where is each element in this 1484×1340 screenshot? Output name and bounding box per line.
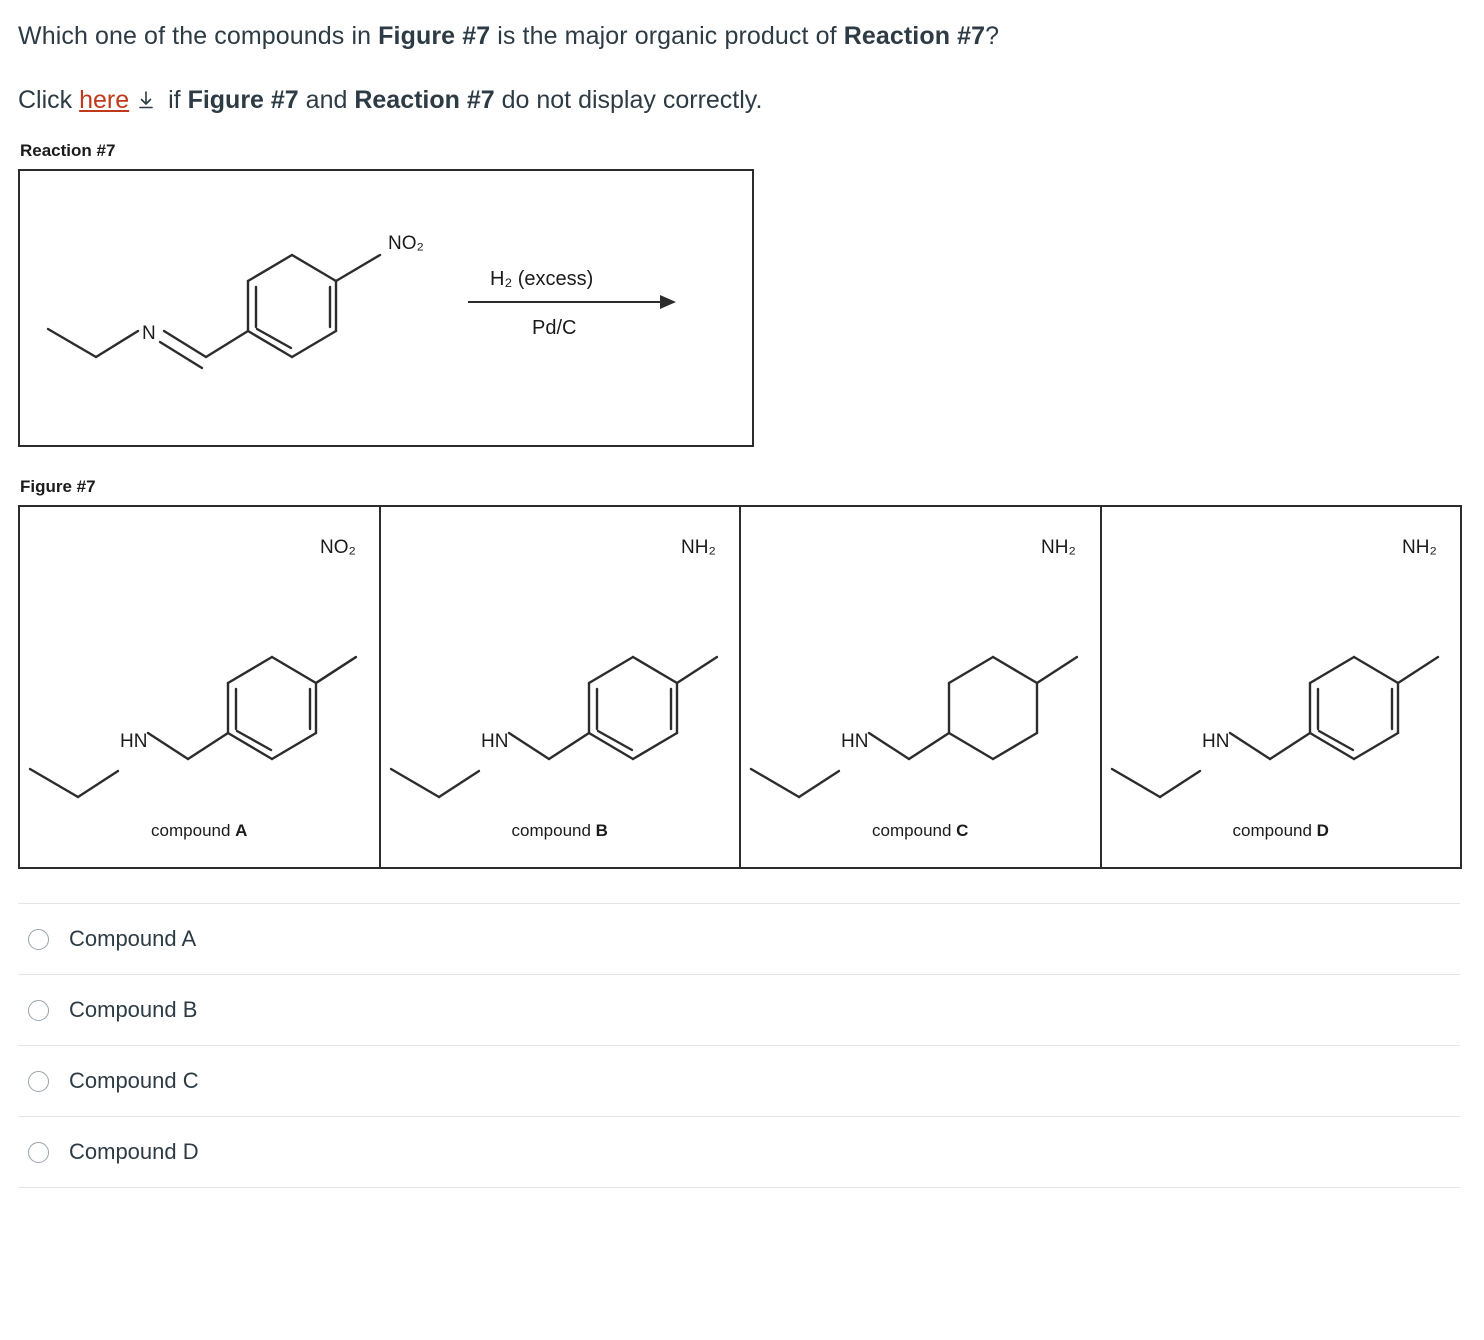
compound-a-letter: A: [235, 821, 248, 840]
answer-option-d[interactable]: [18, 1117, 1460, 1188]
radio-button-d[interactable]: [28, 1142, 49, 1163]
compound-a-substituent-bond: [20, 507, 376, 827]
answer-option-b[interactable]: [18, 975, 1460, 1046]
answer-label-a: Compound A: [69, 926, 197, 951]
question-reaction-ref: Reaction #7: [843, 22, 986, 50]
compound-a-substituent-label: NO₂: [320, 537, 356, 558]
compound-c-caption: [741, 821, 1100, 841]
figure-label: Figure #7: [20, 477, 96, 496]
radio-button-b[interactable]: [28, 1000, 49, 1021]
compound-c-structure: [741, 507, 1097, 827]
compound-b-amine-label: HN: [480, 731, 508, 752]
reaction-label: Reaction #7: [20, 141, 116, 160]
answer-options: [18, 903, 1460, 1188]
compound-c-caption-prefix: compound: [872, 821, 957, 840]
here-link[interactable]: here: [79, 85, 130, 114]
question-figure-ref: Figure #7: [378, 22, 491, 50]
reagent-bottom-label: Pd/C: [532, 317, 577, 339]
hint-reaction-ref: Reaction #7: [354, 85, 495, 114]
compound-cell-d: [1102, 507, 1461, 867]
display-hint-text: [18, 82, 1460, 120]
question-suffix: ?: [985, 22, 1000, 50]
compound-c-letter: C: [956, 821, 969, 840]
question-prefix: Which one of the compounds in: [18, 22, 379, 50]
compound-cell-a: [20, 507, 381, 867]
reaction-diagram: [18, 169, 754, 447]
compound-b-structure: [381, 507, 737, 827]
compound-c-substituent-label: NH₂: [1041, 537, 1076, 558]
compound-cell-b: [381, 507, 742, 867]
figure-compounds: [18, 505, 1462, 869]
compound-b-substituent-label: NH₂: [680, 537, 716, 558]
reaction-nitrogen-label: N: [142, 323, 156, 344]
compound-a-caption-prefix: compound: [151, 821, 236, 840]
compound-d-structure: [1102, 507, 1458, 827]
hint-and: and: [298, 85, 355, 114]
answer-label-b: Compound B: [69, 997, 198, 1022]
hint-prefix: Click: [18, 85, 80, 114]
hint-suffix: do not display correctly.: [494, 85, 763, 114]
reaction-structure-svg: [20, 171, 752, 445]
question-text: [18, 18, 1460, 56]
compound-d-letter: D: [1316, 821, 1329, 840]
answer-option-c[interactable]: [18, 1046, 1460, 1117]
compound-cell-c: [741, 507, 1102, 867]
answer-label-d: Compound D: [69, 1139, 199, 1164]
compound-d-caption-prefix: compound: [1232, 821, 1317, 840]
compound-b-caption: [381, 821, 740, 841]
compound-d-substituent-label: NH₂: [1401, 537, 1437, 558]
radio-button-c[interactable]: [28, 1071, 49, 1092]
radio-button-a[interactable]: [28, 929, 49, 950]
compound-a-amine-label: HN: [120, 731, 148, 752]
question-middle: is the major organic product of: [490, 22, 844, 50]
hint-middle: if: [161, 85, 188, 114]
compound-d-caption: [1102, 821, 1461, 841]
download-icon: [137, 90, 155, 110]
compound-b-letter: B: [595, 821, 608, 840]
answer-option-a[interactable]: [18, 904, 1460, 975]
answer-label-c: Compound C: [69, 1068, 199, 1093]
hint-figure-ref: Figure #7: [187, 85, 299, 114]
compound-a-caption: [20, 821, 379, 841]
compound-b-caption-prefix: compound: [511, 821, 596, 840]
compound-d-amine-label: HN: [1201, 731, 1229, 752]
reaction-nitro-label: NO₂: [388, 233, 424, 254]
reagent-top-label: H₂ (excess): [490, 268, 594, 290]
compound-c-amine-label: HN: [841, 731, 869, 752]
